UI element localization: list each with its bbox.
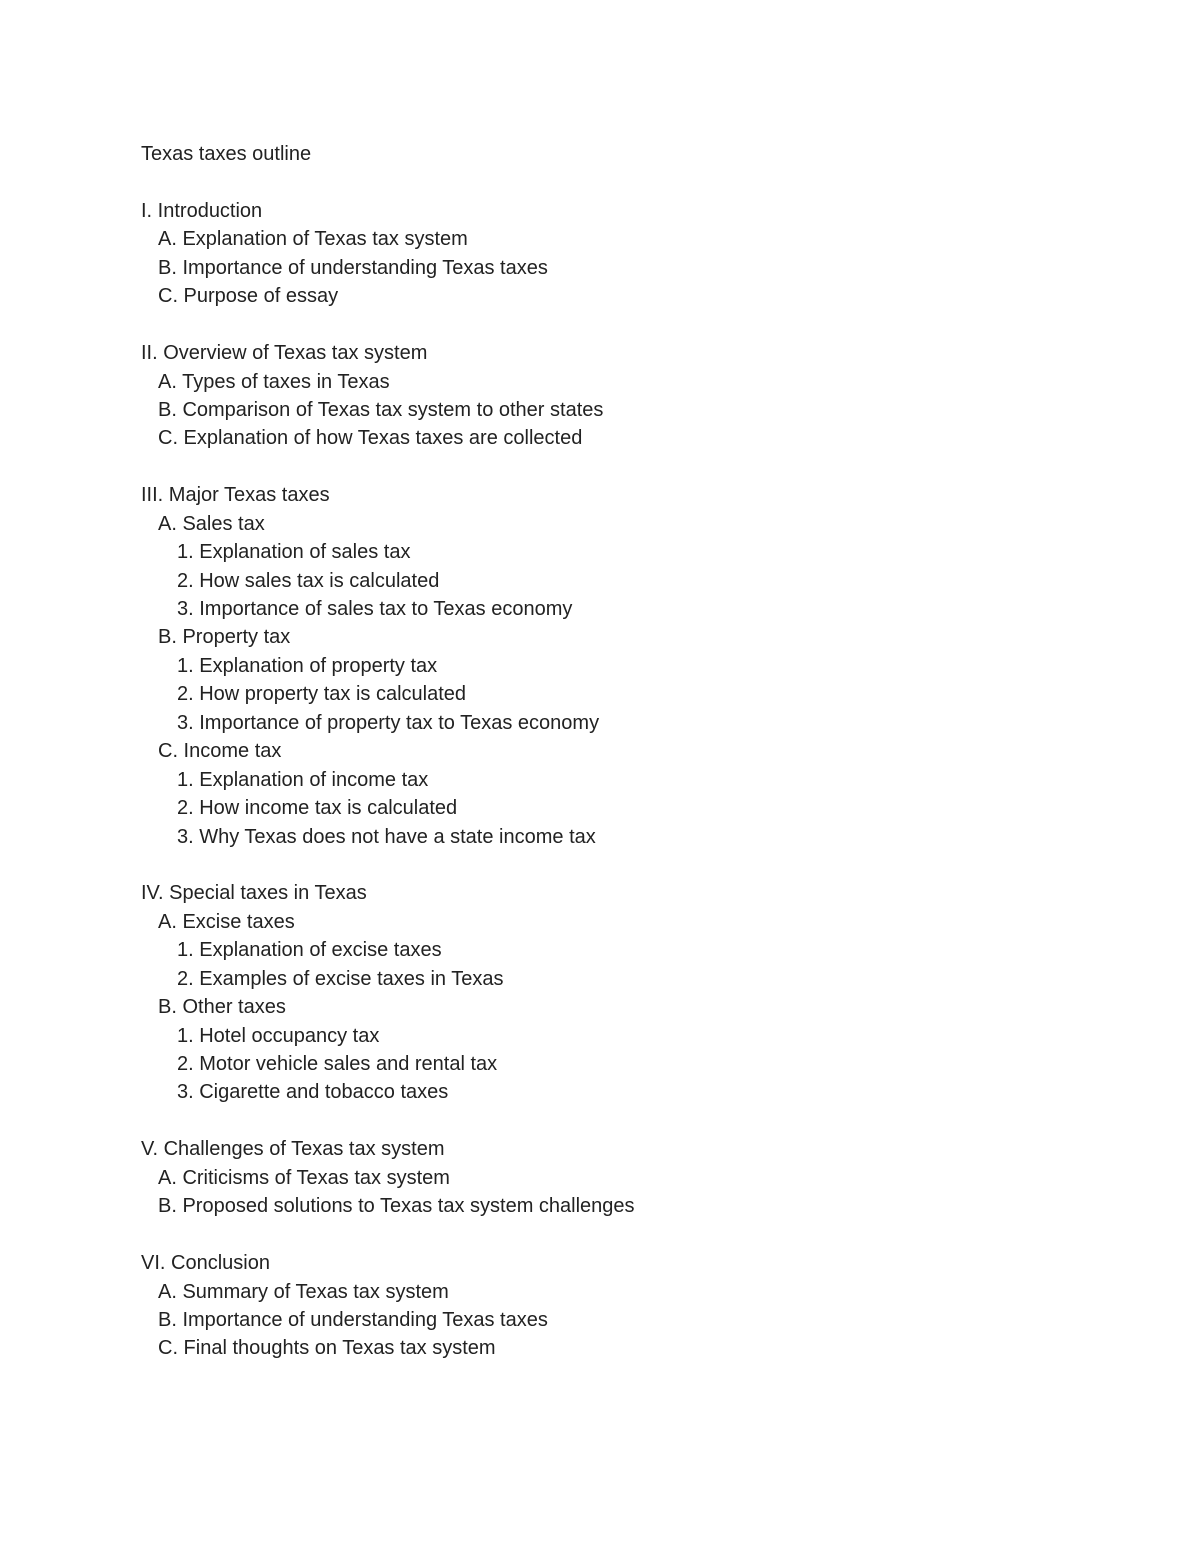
outline-subitem: 2. Examples of excise taxes in Texas xyxy=(177,967,504,990)
outline-subitem: 2. How income tax is calculated xyxy=(177,797,458,820)
outline-subitem: 1. Explanation of property tax xyxy=(177,654,438,677)
section-heading: IV. Special taxes in Texas xyxy=(141,882,367,905)
outline-subitem: 2. Motor vehicle sales and rental tax xyxy=(177,1053,498,1075)
outline-item: A. Explanation of Texas tax system xyxy=(158,228,468,251)
outline-subitem: 1. Hotel occupancy tax xyxy=(177,1024,380,1047)
section-heading: V. Challenges of Texas tax system xyxy=(141,1138,445,1161)
outline-item: A. Sales tax xyxy=(158,512,265,535)
outline xyxy=(141,197,1141,1363)
outline-item: B. Comparison of Texas tax system to other states xyxy=(158,398,604,421)
outline-item: A. Types of taxes in Texas xyxy=(158,370,390,393)
outline-subitem: 1. Explanation of income tax xyxy=(177,768,429,791)
document-title: Texas taxes outline xyxy=(141,143,312,165)
outline-section xyxy=(141,1249,1141,1363)
outline-item: A. Excise taxes xyxy=(158,910,295,933)
section-heading: III. Major Texas taxes xyxy=(141,484,330,507)
outline-subitem: 3. Importance of sales tax to Texas economy xyxy=(177,598,573,620)
outline-item: B. Importance of understanding Texas taxes xyxy=(158,256,548,279)
outline-subitem: 2. How property tax is calculated xyxy=(177,683,467,706)
outline-subitem: 3. Importance of property tax to Texas economy xyxy=(177,711,600,734)
outline-item: A. Criticisms of Texas tax system xyxy=(158,1166,450,1189)
outline-item: A. Summary of Texas tax system xyxy=(158,1280,449,1303)
outline-section xyxy=(141,197,1141,311)
outline-section xyxy=(141,339,1141,453)
outline-subitem: 3. Cigarette and tobacco taxes xyxy=(177,1081,449,1104)
section-heading: II. Overview of Texas tax system xyxy=(141,342,428,365)
outline-section xyxy=(141,879,1141,1107)
outline-item: C. Explanation of how Texas taxes are collected xyxy=(158,427,583,450)
outline-subitem: 3. Why Texas does not have a state income tax xyxy=(177,825,596,848)
outline-subitem: 1. Explanation of sales tax xyxy=(177,541,411,564)
document-page xyxy=(141,140,1141,1363)
outline-item: C. Final thoughts on Texas tax system xyxy=(158,1337,496,1360)
outline-item: C. Purpose of essay xyxy=(158,285,339,308)
section-heading: VI. Conclusion xyxy=(141,1252,270,1275)
outline-section xyxy=(141,481,1141,851)
outline-item: B. Proposed solutions to Texas tax system challenges xyxy=(158,1195,635,1218)
outline-subitem: 2. How sales tax is calculated xyxy=(177,569,440,592)
outline-item: C. Income tax xyxy=(158,740,282,763)
section-heading: I. Introduction xyxy=(141,199,263,222)
outline-item: B. Importance of understanding Texas taxes xyxy=(158,1308,548,1331)
outline-item: B. Other taxes xyxy=(158,996,286,1019)
outline-item: B. Property tax xyxy=(158,626,291,649)
outline-subitem: 1. Explanation of excise taxes xyxy=(177,939,442,962)
outline-section xyxy=(141,1135,1141,1220)
